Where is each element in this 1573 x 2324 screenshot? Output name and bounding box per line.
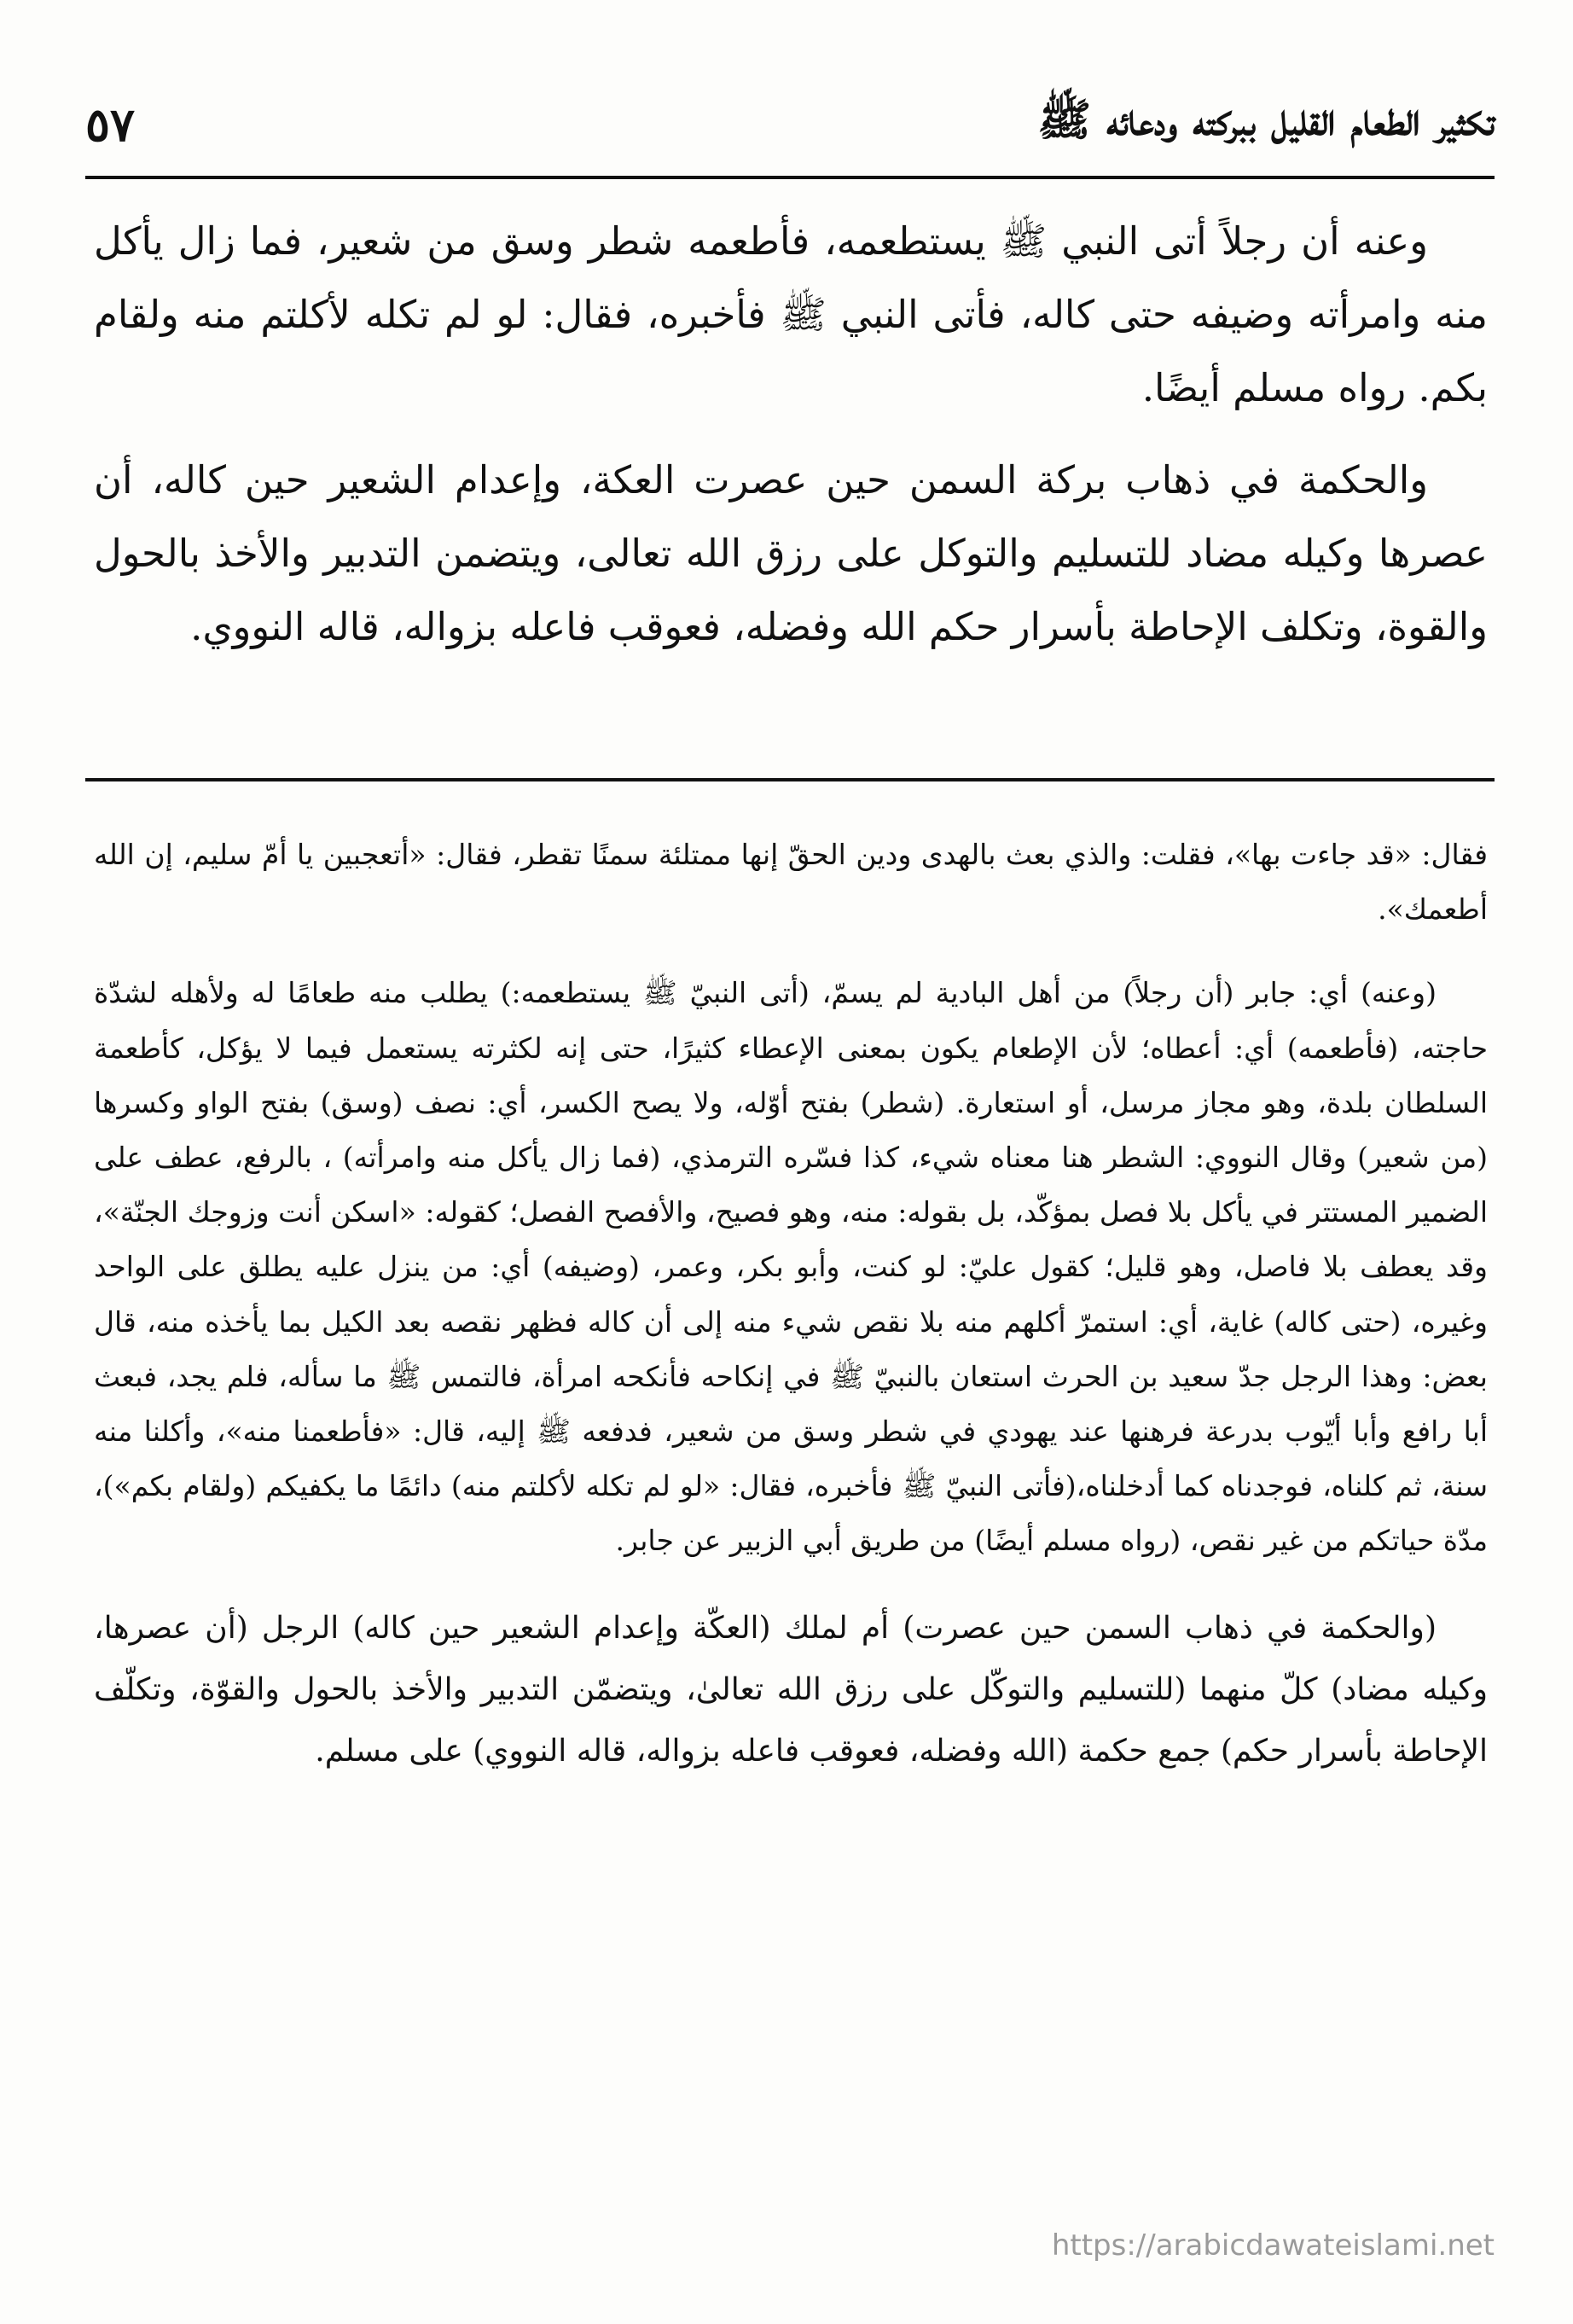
page-number: ٥٧ (85, 97, 136, 152)
main-text (94, 205, 1488, 683)
commentary-paragraph: (والحكمة في ذهاب السمن حين عصرت) أم لملك (العكّة وإعدام الشعير حين كاله) الرجل (أن عصرها، وكيله مضاد) كلّ منهما (للتسليم والتوكّل على رزق الله تعالىٰ، ويتضمّن التدبير والأخذ بالحول والقوّة، وتكلّف الإحاطة بأسرار حكم) جمع حكمة (الله وفضله، فعوقب فاعله بزواله، قاله النووي) على مسلم. (94, 1610, 1488, 1769)
page-header (85, 84, 1495, 166)
matn-paragraph: وعنه أن رجلاً أتى النبي ﷺ يستطعمه، فأطعمه شطر وسق من شعير، فما زال يأكل منه وامرأته وضيفه حتى كاله، فأتى النبي ﷺ فأخبره، فقال: لو لم تكله لأكلتم منه ولقام بكم. رواه مسلم أيضًا. (94, 218, 1488, 410)
commentary-paragraph: فقال: «قد جاءت بها»، فقلت: والذي بعث بالهدى ودين الحقّ إنها ممتلئة سمنًا تقطر، فقال: «أتعجبين يا أمّ سليم، إن الله أطعمك». (94, 838, 1488, 927)
commentary-paragraph: (وعنه) أي: جابر (أن رجلاً) من أهل البادية لم يسمّ، (أتى النبيّ ﷺ يستطعمه:) يطلب منه طعامًا له ولأهله لشدّة حاجته، (فأطعمه) أي: أعطاه؛ لأن الإطعام يكون بمعنى الإعطاء كثيرًا، حتى إنه لكثرته يستعمل فيما لا يؤكل، كأطعمة السلطان بلدة، وهو مجاز مرسل، أو استعارة. (شطر) بفتح أوّله، ولا يصح الكسر، أي: نصف (وسق) بفتح الواو وكسرها (من شعير) وقال النووي: الشطر هنا معناه شيء، كذا فسّره الترمذي، (فما زال يأكل منه وامرأته) ، بالرفع، عطف على الضمير المستتر في يأكل بلا فصل بمؤكّد، بل بقوله: منه، وهو فصيح، والأفصح الفصل؛ كقوله: «اسكن أنت وزوجك الجنّة»، وقد يعطف بلا فاصل، وهو قليل؛ كقول عليّ: لو كنت، وأبو بكر، وعمر، (وضيفه) أي: من ينزل عليه يطلق على الواحد وغيره، (حتى كاله) غاية، أي: استمرّ أكلهم منه بلا نقص شيء منه إلى أن كاله فظهر نقصه بعد الكيل بما يأخذه منه، قال بعض: وهذا الرجل جدّ سعيد بن الحرث استعان بالنبيّ ﷺ في إنكاحه فأنكحه امرأة، فالتمس ﷺ ما سأله، فلم يجد، فبعث أبا رافع وأبا أيّوب بدرعة فرهنها عند يهودي في شطر وسق من شعير، فدفعه ﷺ إليه، قال: «فأطعمنا منه»، وأكلنا منه سنة، ثم كلناه، فوجدناه كما أدخلناه،(فأتى النبيّ ﷺ فأخبره، فقال: «لو لم تكله لأكلتم منه) دائمًا ما يكفيكم (ولقام بكم»)، مدّة حياتكم من غير نقص، (رواه مسلم أيضًا) من طريق أبي الزبير عن جابر. (94, 976, 1488, 1558)
commentary (94, 828, 1488, 1811)
running-title: تكثير الطعام القليل ببركته ودعائه ﷺ (1037, 93, 1495, 146)
header-rule (85, 176, 1495, 179)
matn-paragraph: والحكمة في ذهاب بركة السمن حين عصرت العكة، وإعدام الشعير حين كاله، أن عصرها وكيله مضاد للتسليم والتوكل على رزق الله تعالى، ويتضمن التدبير والأخذ بالحول والقوة، وتكلف الإحاطة بأسرار حكم الله وفضله، فعوقب فاعله بزواله، قاله النووي. (94, 457, 1488, 649)
watermark-url: https://arabicdawateislami.net (1051, 2228, 1495, 2263)
separator-rule (85, 778, 1495, 781)
